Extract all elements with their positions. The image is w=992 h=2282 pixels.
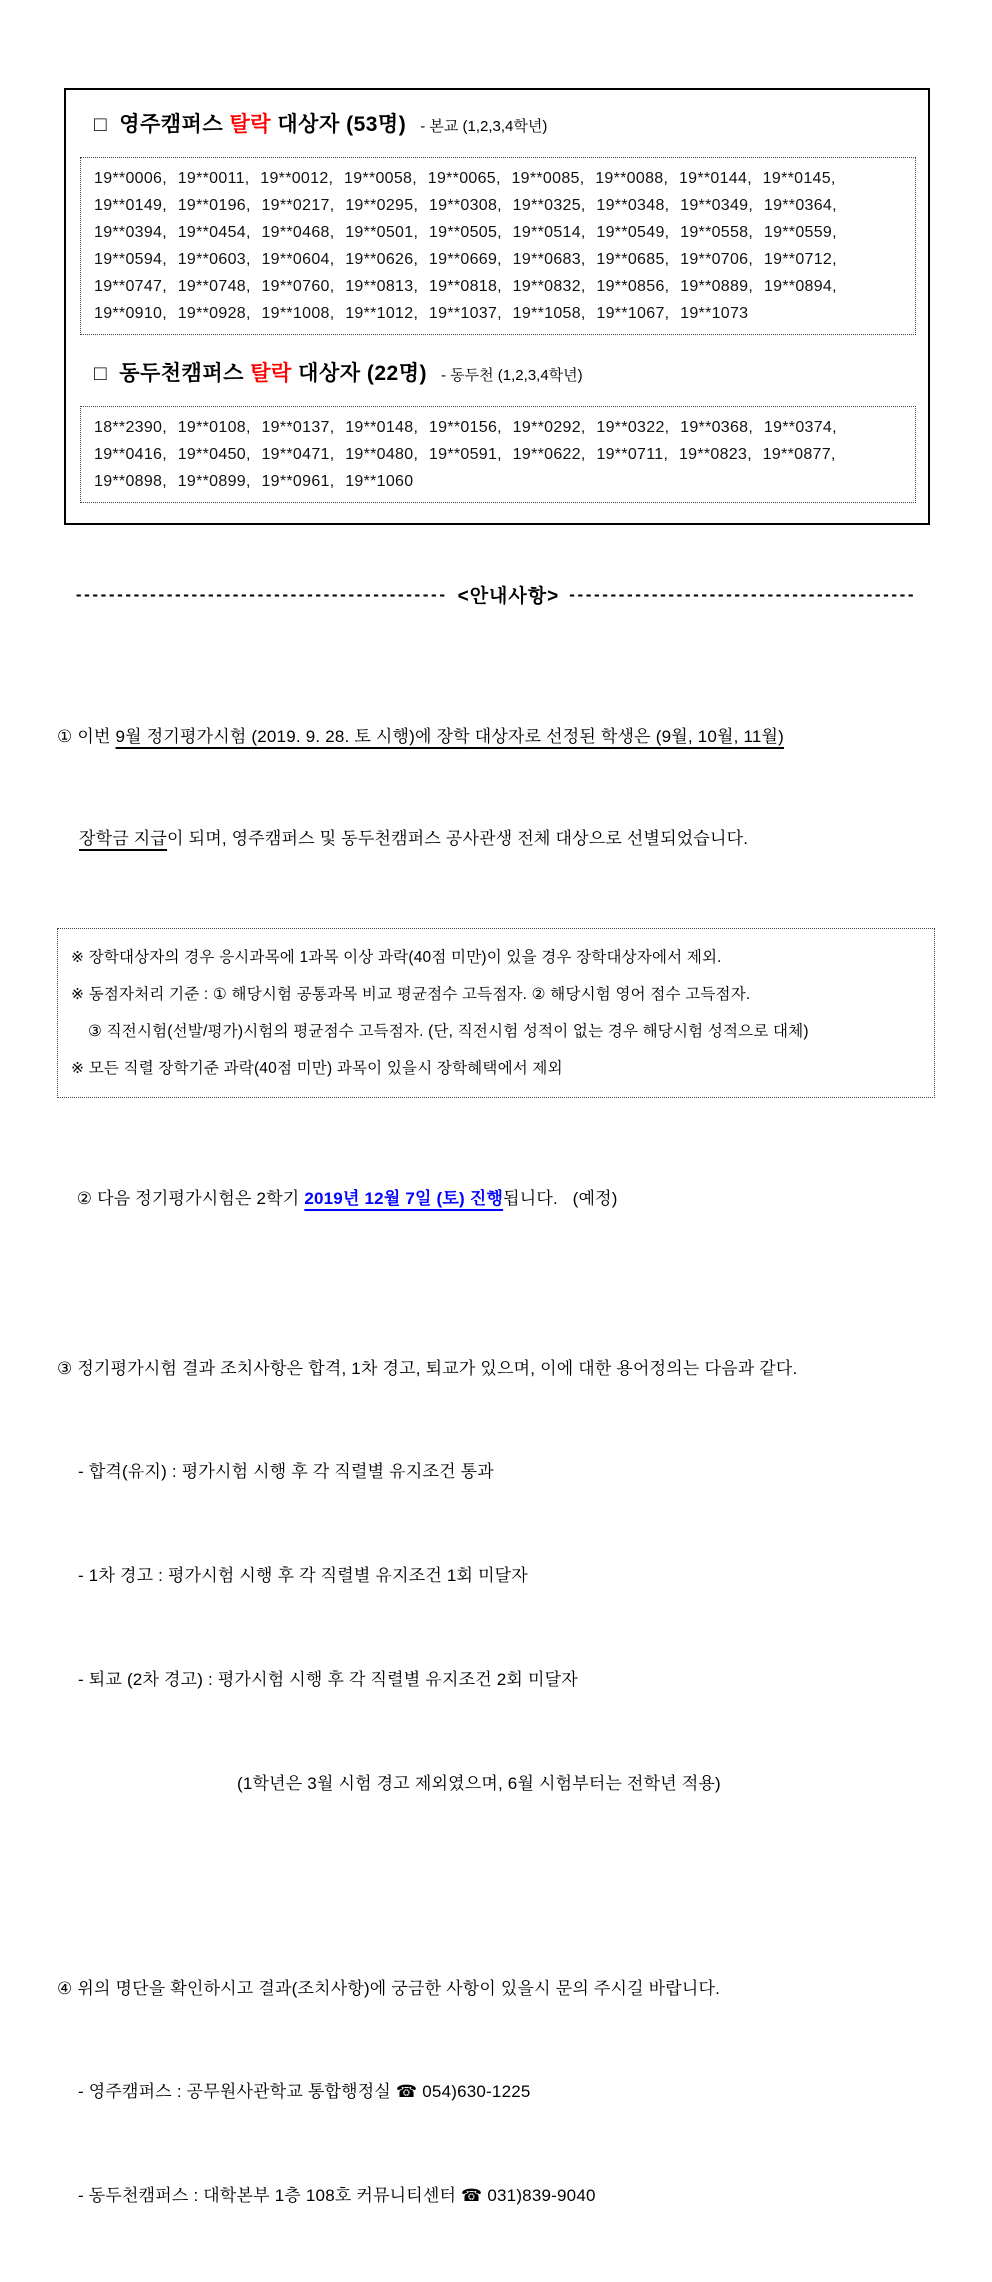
rule-line: ※ 장학대상자의 경우 응시과목에 1과목 이상 과락(40점 미만)이 있을 경우 장학대상자에서 제외. xyxy=(71,949,722,966)
divider-dashes-left: --------------------------------------------- xyxy=(75,584,448,604)
fail-lists-box xyxy=(64,88,930,525)
fail-word: 탈락 xyxy=(229,113,272,136)
title-subtitle: - 본교 (1,2,3,4학년) xyxy=(420,118,548,135)
id-line: 19**0594, 19**0603, 19**0604, 19**0626, 19**0669, 19**0683, 19**0685, 19**0706, 19**0712, xyxy=(94,251,837,268)
contact-yeongju: - 영주캠퍼스 : 공무원사관학교 통합행정실 ☎ 054)630-1225 xyxy=(78,2082,531,2101)
id-line: 19**0898, 19**0899, 19**0961, 19**1060 xyxy=(94,473,414,490)
notice-1 xyxy=(57,652,935,924)
campus-name: 동두천캠퍼스 xyxy=(119,362,244,385)
yeongju-id-list xyxy=(80,157,916,335)
id-line: 19**0394, 19**0454, 19**0468, 19**0501, 19**0505, 19**0514, 19**0549, 19**0558, 19**0559, xyxy=(94,224,837,241)
yeongju-section-title xyxy=(80,110,916,142)
underlined-text: 장학금 지급 xyxy=(79,829,168,848)
notice-3-note: (1학년은 3월 시험 경고 제외였으며, 6월 시험부터는 전학년 적용) xyxy=(237,1774,721,1793)
campus-name: 영주캠퍼스 xyxy=(119,113,224,136)
guidance-divider xyxy=(57,581,935,608)
divider-dashes-right: ------------------------------------------ xyxy=(569,584,917,604)
notice-3-item: - 1차 경고 : 평가시험 시행 후 각 직렬별 유지조건 1회 미달자 xyxy=(78,1566,528,1585)
rule-line: ③ 직전시험(선발/평가)시험의 평균점수 고득점자. (단, 직전시험 성적이 없는 경우 해당시험 성적으로 대체) xyxy=(88,1023,809,1040)
dongducheon-id-list xyxy=(80,406,916,503)
id-line: 19**0006, 19**0011, 19**0012, 19**0058, 19**0065, 19**0085, 19**0088, 19**0144, 19**0145, xyxy=(94,170,836,187)
contact-dongducheon: - 동두천캠퍼스 : 대학본부 1층 108호 커뮤니티센터 ☎ 031)839-9040 xyxy=(78,2186,596,2205)
notice-3-item: - 합격(유지) : 평가시험 시행 후 각 직렬별 유지조건 통과 xyxy=(78,1462,494,1481)
dongducheon-fail-section xyxy=(80,359,916,503)
notice-4-head: ④ 위의 명단을 확인하시고 결과(조치사항)에 궁금한 사항이 있을시 문의 주시길 바랍니다. xyxy=(57,1979,721,1998)
notice-2: ② 다음 정기평가시험은 2학기 2019년 12월 7일 (토) 진행됩니다. (예정) xyxy=(76,1189,618,1208)
notice-3-item: - 퇴교 (2차 경고) : 평가시험 시행 후 각 직렬별 유지조건 2회 미달자 xyxy=(78,1670,578,1689)
id-line: 19**0747, 19**0748, 19**0760, 19**0813, 19**0818, 19**0832, 19**0856, 19**0889, 19**0894, xyxy=(94,278,837,295)
rule-line: ※ 모든 직렬 장학기준 과락(40점 미만) 과목이 있을시 장학혜택에서 제외 xyxy=(71,1060,563,1077)
notice-1-line-2: 장학금 지급이 되며, 영주캠퍼스 및 동두천캠퍼스 공사관생 전체 대상으로 선별되었습니다. xyxy=(79,829,749,848)
title-subtitle: - 동두천 (1,2,3,4학년) xyxy=(441,367,583,384)
square-bullet-icon: □ xyxy=(94,113,108,136)
notice-3 xyxy=(57,1284,935,1870)
title-rest: 대상자 (53명) xyxy=(277,113,407,136)
yeongju-fail-section xyxy=(80,110,916,335)
fail-word: 탈락 xyxy=(250,362,292,385)
id-line: 19**0910, 19**0928, 19**1008, 19**1012, 19**1037, 19**1058, 19**1067, 19**1073 xyxy=(94,305,749,322)
notice-4 xyxy=(57,1904,935,2282)
id-line: 19**0149, 19**0196, 19**0217, 19**0295, 19**0308, 19**0325, 19**0348, 19**0349, 19**0364, xyxy=(94,197,837,214)
exam-date-highlight: 2019년 12월 7일 (토) 진행 xyxy=(304,1189,504,1208)
scholarship-rules-box xyxy=(57,928,935,1098)
notice-3-head: ③ 정기평가시험 결과 조치사항은 합격, 1차 경고, 퇴교가 있으며, 이에 대한 용어정의는 다음과 같다. xyxy=(57,1359,798,1378)
square-bullet-icon: □ xyxy=(94,362,108,385)
underlined-text: 9월 정기평가시험 (2019. 9. 28. 토 시행)에 장학 대상자로 선정된 학생은 (9월, 10월, 11월) xyxy=(115,727,785,746)
notice-1-line-1: ① 이번 9월 정기평가시험 (2019. 9. 28. 토 시행)에 장학 대상자로 선정된 학생은 (9월, 10월, 11월) xyxy=(57,727,785,746)
title-rest: 대상자 (22명) xyxy=(298,362,427,385)
dongducheon-section-title xyxy=(80,359,916,391)
id-line: 18**2390, 19**0108, 19**0137, 19**0148, 19**0156, 19**0292, 19**0322, 19**0368, 19**0374, xyxy=(94,419,837,436)
divider-label: <안내사항> xyxy=(457,586,560,607)
rule-line: ※ 동점자처리 기준 : ① 해당시험 공통과목 비교 평균점수 고득점자. ② 해당시험 영어 점수 고득점자. xyxy=(71,986,751,1003)
id-line: 19**0416, 19**0450, 19**0471, 19**0480, 19**0591, 19**0622, 19**0711, 19**0823, 19**0877, xyxy=(94,446,836,463)
